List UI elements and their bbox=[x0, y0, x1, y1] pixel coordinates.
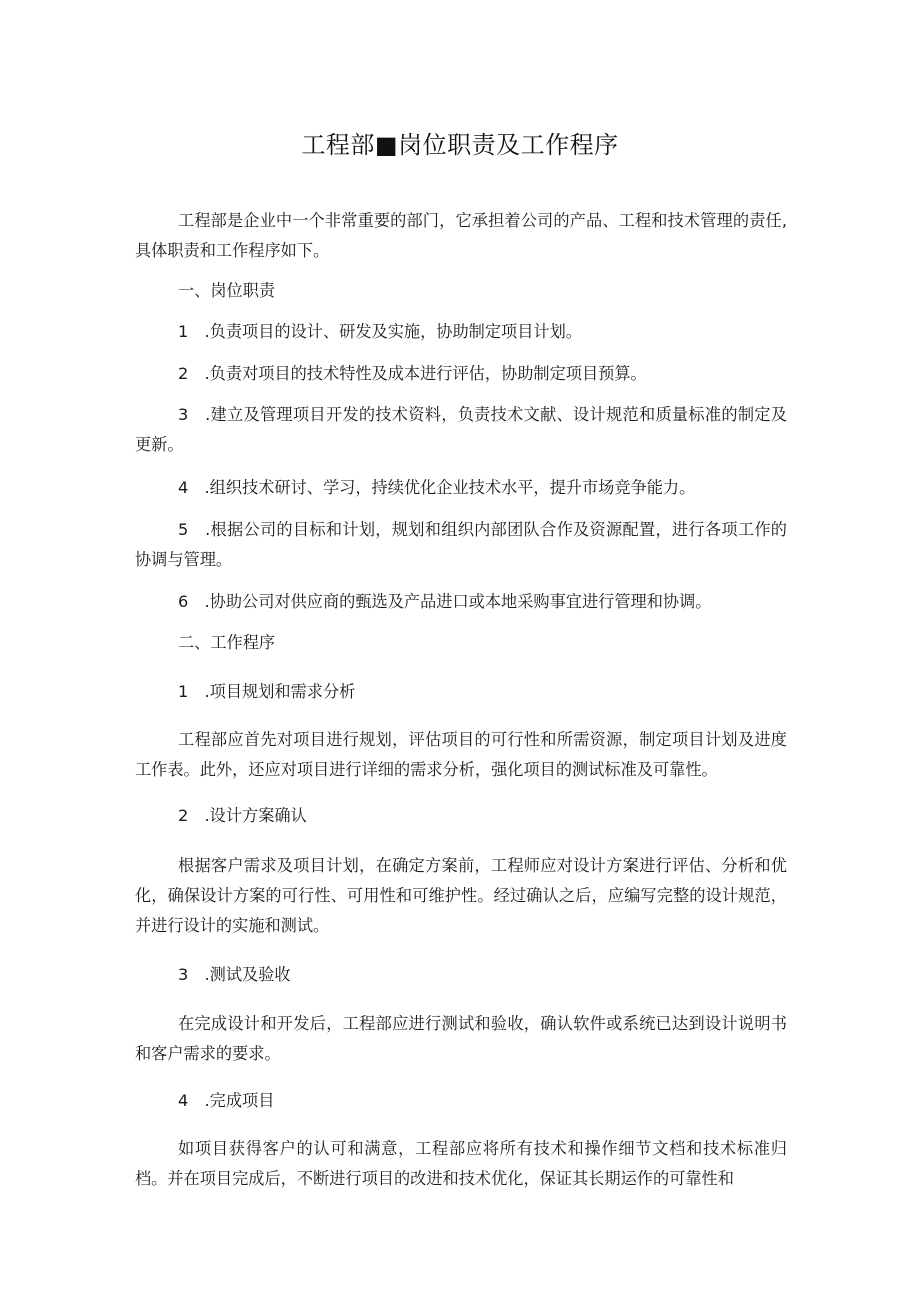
document-title: 工程部■岗位职责及工作程序 bbox=[301, 131, 619, 159]
responsibility-item: 5 .根据公司的目标和计划，规划和组织内部团队合作及资源配置，进行各项工作的协调与管理。 bbox=[135, 520, 787, 569]
section-heading-responsibilities: 一、岗位职责 bbox=[178, 281, 276, 300]
procedure-step-body: 如项目获得客户的认可和满意，工程部应将所有技术和操作细节文档和技术标准归档。并在项目完成后，不断进行项目的改进和技术优化，保证其长期运作的可靠性和 bbox=[135, 1139, 787, 1188]
procedure-step-body: 根据客户需求及项目计划，在确定方案前，工程师应对设计方案进行评估、分析和优化，确保设计方案的可行性、可用性和可维护性。经过确认之后，应编写完整的设计规范，并进行设计的实施和测试。 bbox=[135, 856, 787, 935]
procedure-step-heading: 1 .项目规划和需求分析 bbox=[178, 682, 356, 701]
procedure-step-heading: 4 .完成项目 bbox=[178, 1091, 275, 1110]
responsibility-item: 6 .协助公司对供应商的甄选及产品进口或本地采购事宜进行管理和协调。 bbox=[178, 592, 712, 611]
section-heading-procedure: 二、工作程序 bbox=[178, 633, 276, 652]
responsibility-item: 2 .负责对项目的技术特性及成本进行评估，协助制定项目预算。 bbox=[178, 364, 647, 383]
responsibility-item: 3 .建立及管理项目开发的技术资料，负责技术文献、设计规范和质量标准的制定及更新。 bbox=[135, 405, 787, 454]
procedure-step-heading: 3 .测试及验收 bbox=[178, 965, 291, 984]
procedure-step-body: 在完成设计和开发后，工程部应进行测试和验收，确认软件或系统已达到设计说明书和客户需求的要求。 bbox=[135, 1014, 787, 1063]
intro-paragraph: 工程部是企业中一个非常重要的部门，它承担着公司的产品、工程和技术管理的责任,具体职责和工作程序如下。 bbox=[135, 211, 787, 260]
procedure-step-body: 工程部应首先对项目进行规划，评估项目的可行性和所需资源，制定项目计划及进度工作表。此外，还应对项目进行详细的需求分析，强化项目的测试标准及可靠性。 bbox=[135, 730, 787, 779]
procedure-step-heading: 2 .设计方案确认 bbox=[178, 806, 307, 825]
responsibility-item: 1 .负责项目的设计、研发及实施，协助制定项目计划。 bbox=[178, 322, 582, 341]
responsibility-item: 4 .组织技术研讨、学习，持续优化企业技术水平，提升市场竞争能力。 bbox=[178, 478, 696, 497]
